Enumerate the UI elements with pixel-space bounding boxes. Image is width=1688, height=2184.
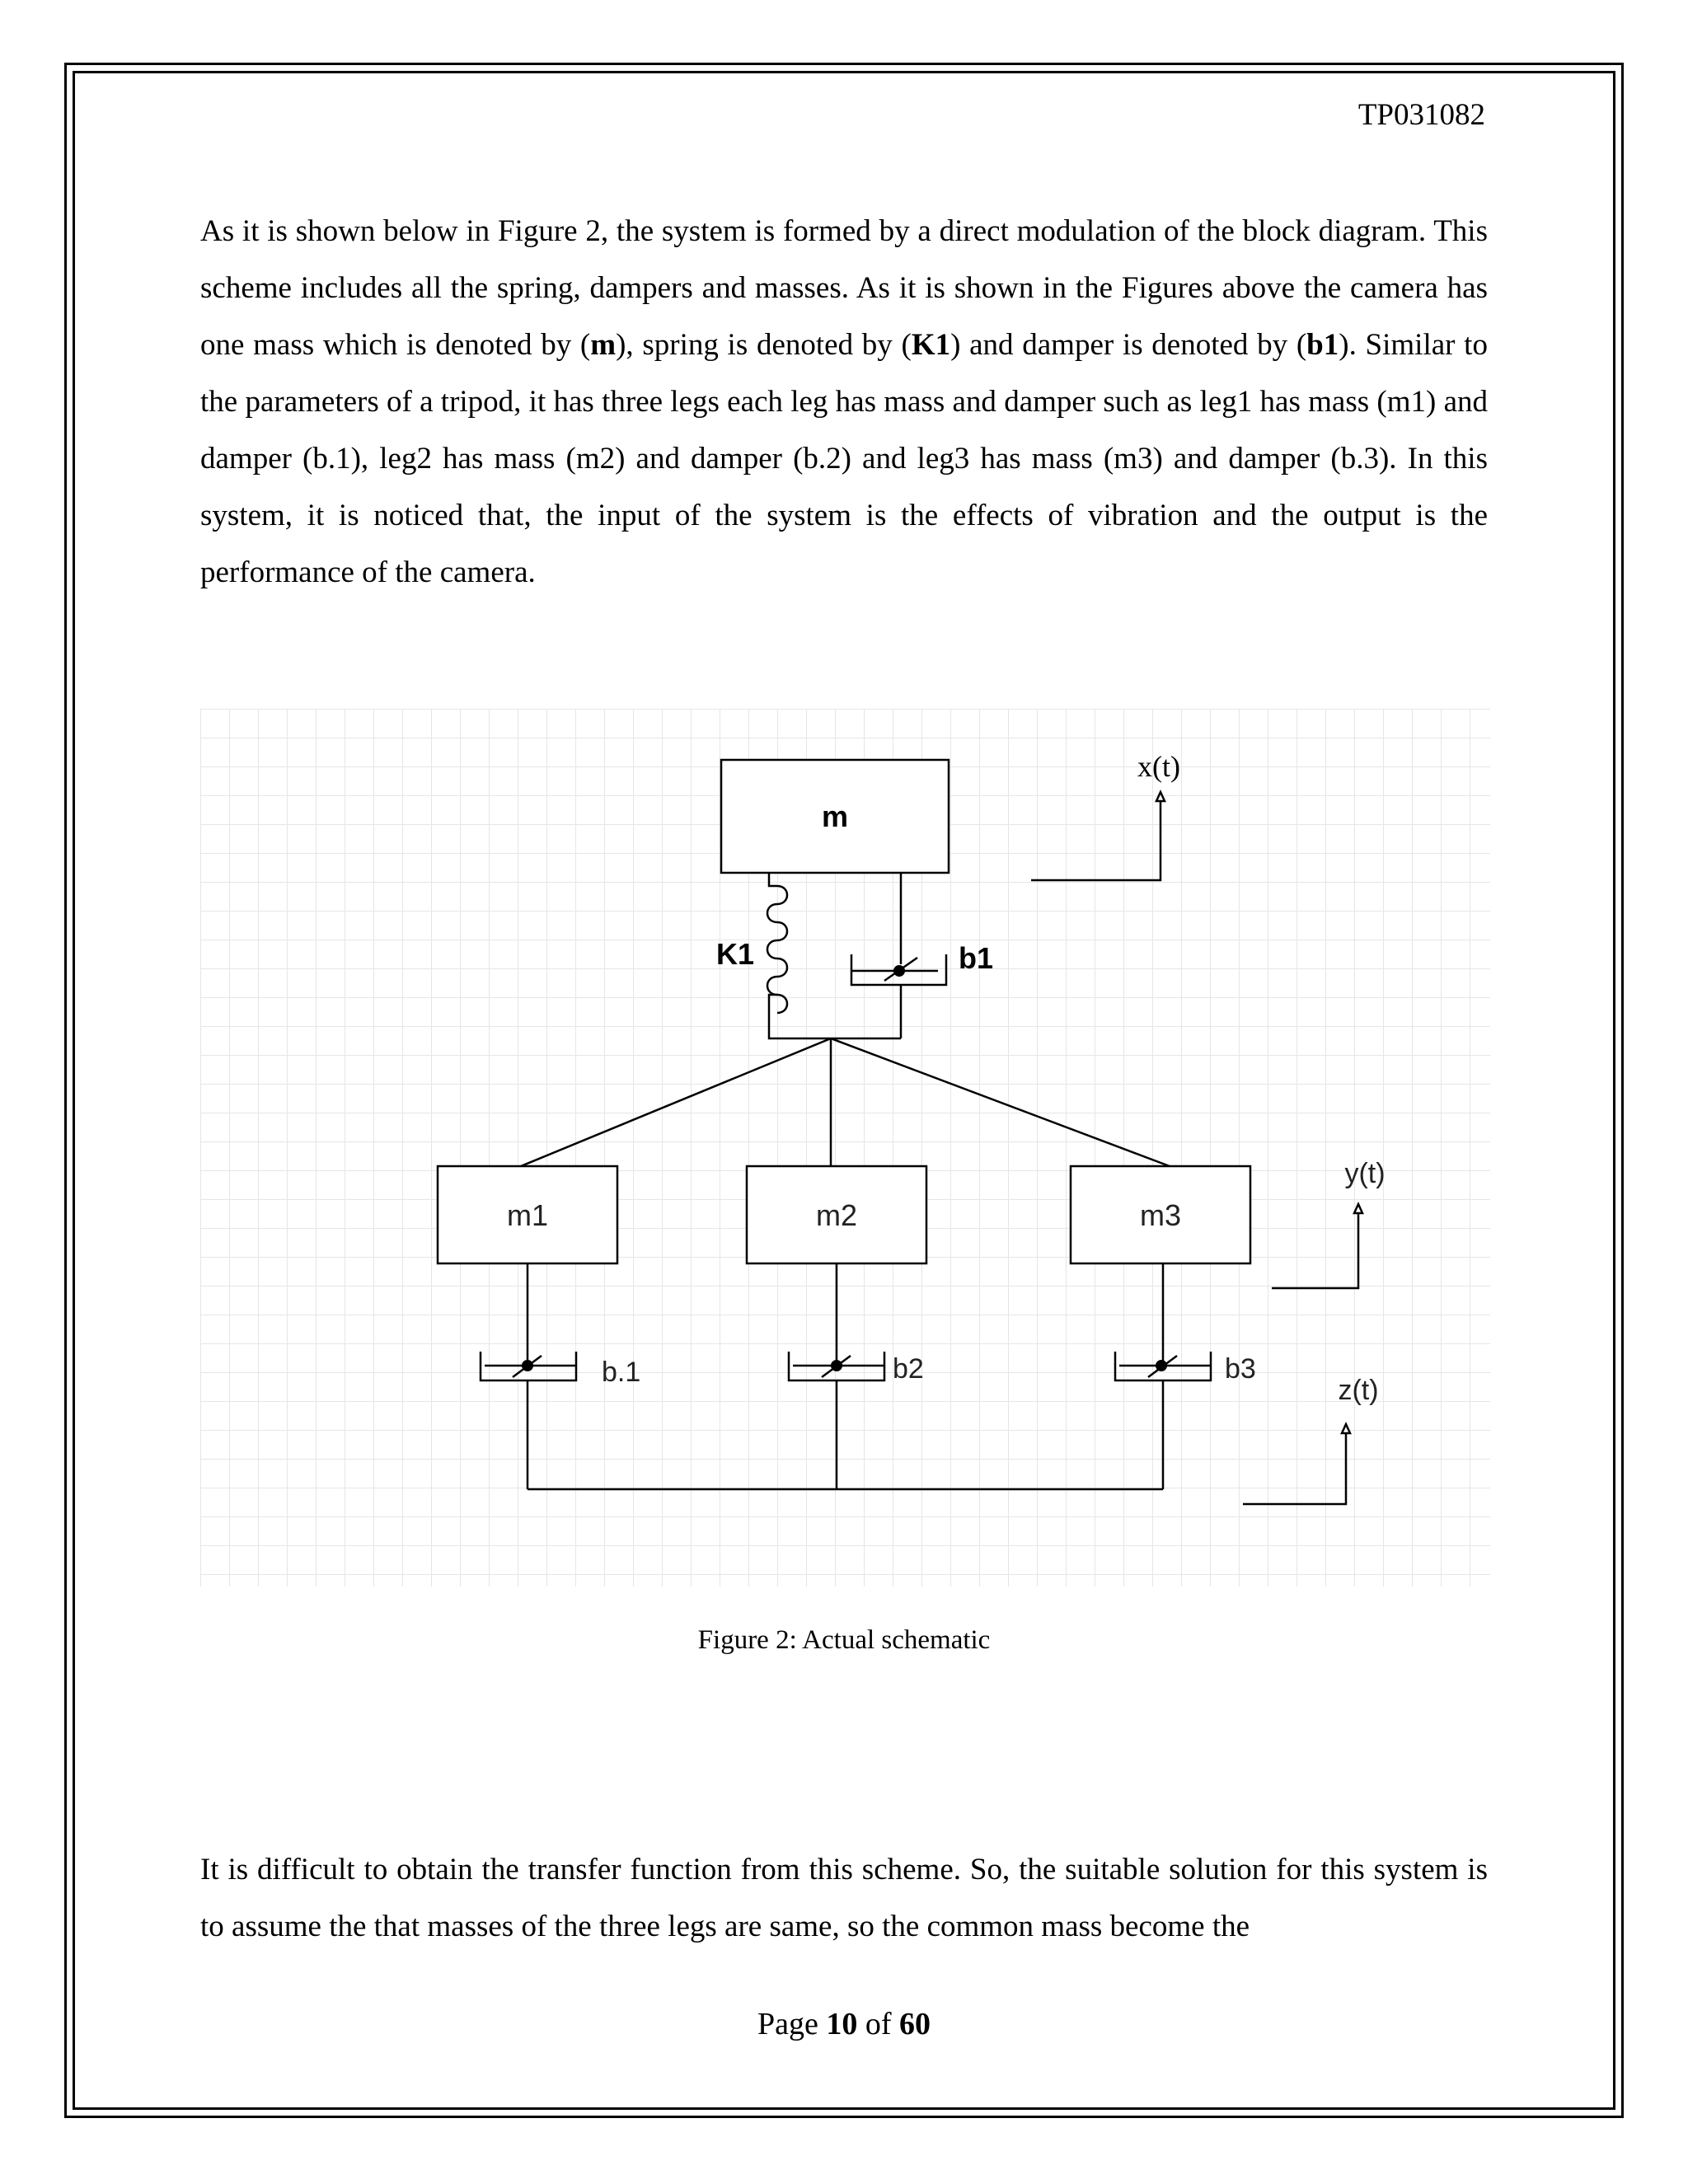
body-paragraph-1 bbox=[200, 203, 1488, 601]
figure-caption: Figure 2: Actual schematic bbox=[697, 1625, 991, 1655]
paragraph-text: ). Similar to the parameters of a tripod, it has three legs each leg has mass and damper such as leg1 has mass (m1) and damper (b.1), leg2 has mass (m2) and damper (b.2) and leg3 has mass (m3) and damper (b.3). In this system, it is noticed that, the input of the system is the effects of vibration and the output is the performance of the camera. bbox=[200, 328, 1488, 589]
footer-total-pages: 60 bbox=[899, 2007, 931, 2041]
footer-of: of bbox=[865, 2007, 892, 2041]
label-damper-leg3: b3 bbox=[1225, 1353, 1256, 1385]
footer-page-number: 10 bbox=[826, 2007, 858, 2041]
label-damper-b1: b1 bbox=[959, 941, 994, 975]
document-id: TP031082 bbox=[1357, 98, 1485, 132]
symbol-k1: K1 bbox=[911, 328, 951, 362]
label-spring-k1: K1 bbox=[716, 937, 755, 971]
label-signal-y: y(t) bbox=[1344, 1158, 1386, 1189]
paragraph-text: ) and damper is denoted by ( bbox=[950, 328, 1307, 362]
schematic-figure bbox=[200, 709, 1490, 1586]
paragraph-text: ), spring is denoted by ( bbox=[616, 328, 912, 362]
paragraph-text: As it is shown below in Figure 2, the system is formed by a direct modulation of the block diagram. This scheme includes all the spring, dampers and masses. As it is shown in the Figures above the camera has one mass which is denoted by ( bbox=[200, 214, 1488, 362]
body-paragraph-2: It is difficult to obtain the transfer function from this scheme. So, the suitable solution for this system is to assume the that masses of the three legs are same, so the common mass become the bbox=[200, 1853, 1488, 1943]
label-mass-m2: m2 bbox=[815, 1198, 858, 1232]
label-signal-x: x(t) bbox=[1137, 750, 1180, 783]
symbol-b1: b1 bbox=[1306, 328, 1339, 362]
symbol-m: m bbox=[590, 328, 617, 362]
page-footer bbox=[0, 2006, 1688, 2042]
label-mass-m1: m1 bbox=[506, 1198, 549, 1232]
label-signal-z: z(t) bbox=[1338, 1375, 1379, 1406]
label-mass-m: m bbox=[821, 799, 849, 833]
label-mass-m3: m3 bbox=[1139, 1198, 1182, 1232]
label-damper-leg1: b.1 bbox=[602, 1357, 641, 1388]
label-damper-leg2: b2 bbox=[893, 1353, 924, 1385]
footer-prefix: Page bbox=[757, 2007, 818, 2041]
